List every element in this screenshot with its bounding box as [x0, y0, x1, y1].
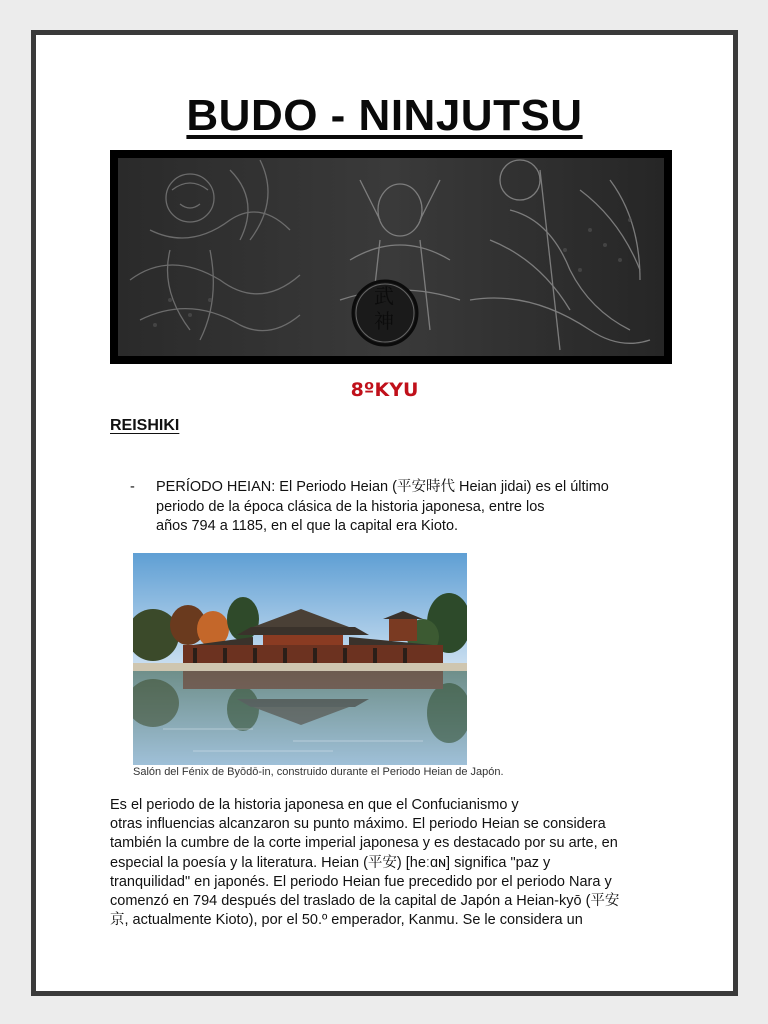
body-line: Es el periodo de la historia japonesa en que el Confucianismo y — [110, 797, 519, 813]
body-line: también la cumbre de la corte imperial japonesa y es destacado por su arte, en — [110, 835, 618, 852]
emblem-kanji-top: 武 — [374, 284, 394, 308]
body-line: otras influencias alcanzaron su punto máximo. El periodo Heian se considera — [110, 816, 606, 833]
body-line: especial la poesía y la literatura. Heian (平安) [heːɑɴ] significa "paz y — [110, 854, 551, 871]
banner-image — [110, 150, 672, 364]
body-paragraph — [110, 796, 665, 930]
grade-label: 8ºKYU — [350, 379, 419, 401]
temple-photo — [133, 553, 467, 765]
bullet-marker: - — [130, 479, 135, 495]
bullet-line: PERÍODO HEIAN: El Periodo Heian (平安時代 Heian jidai) es el último — [156, 479, 609, 495]
emblem-kanji-bottom: 神 — [374, 309, 394, 333]
body-line: comenzó en 794 después del traslado de la capital de Japón a Heian-kyō (平安 — [110, 893, 620, 910]
body-line: 京, actualmente Kioto), por el 50.º emperador, Kanmu. Se le considera un — [110, 912, 583, 929]
photo-caption: Salón del Fénix de Byōdō-in, construido durante el Periodo Heian de Japón. — [133, 766, 504, 778]
body-line: tranquilidad" en japonés. El periodo Heian fue precedido por el periodo Nara y — [110, 873, 612, 890]
bullet-line: periodo de la época clásica de la historia japonesa, entre los — [156, 498, 545, 515]
bullet-line: años 794 a 1185, en el que la capital era Kioto. — [156, 518, 459, 534]
document-page — [31, 30, 738, 996]
document-title: BUDO - NINJUTSU — [186, 91, 583, 140]
bullet-text — [156, 478, 686, 537]
section-heading: REISHIKI — [110, 417, 180, 434]
